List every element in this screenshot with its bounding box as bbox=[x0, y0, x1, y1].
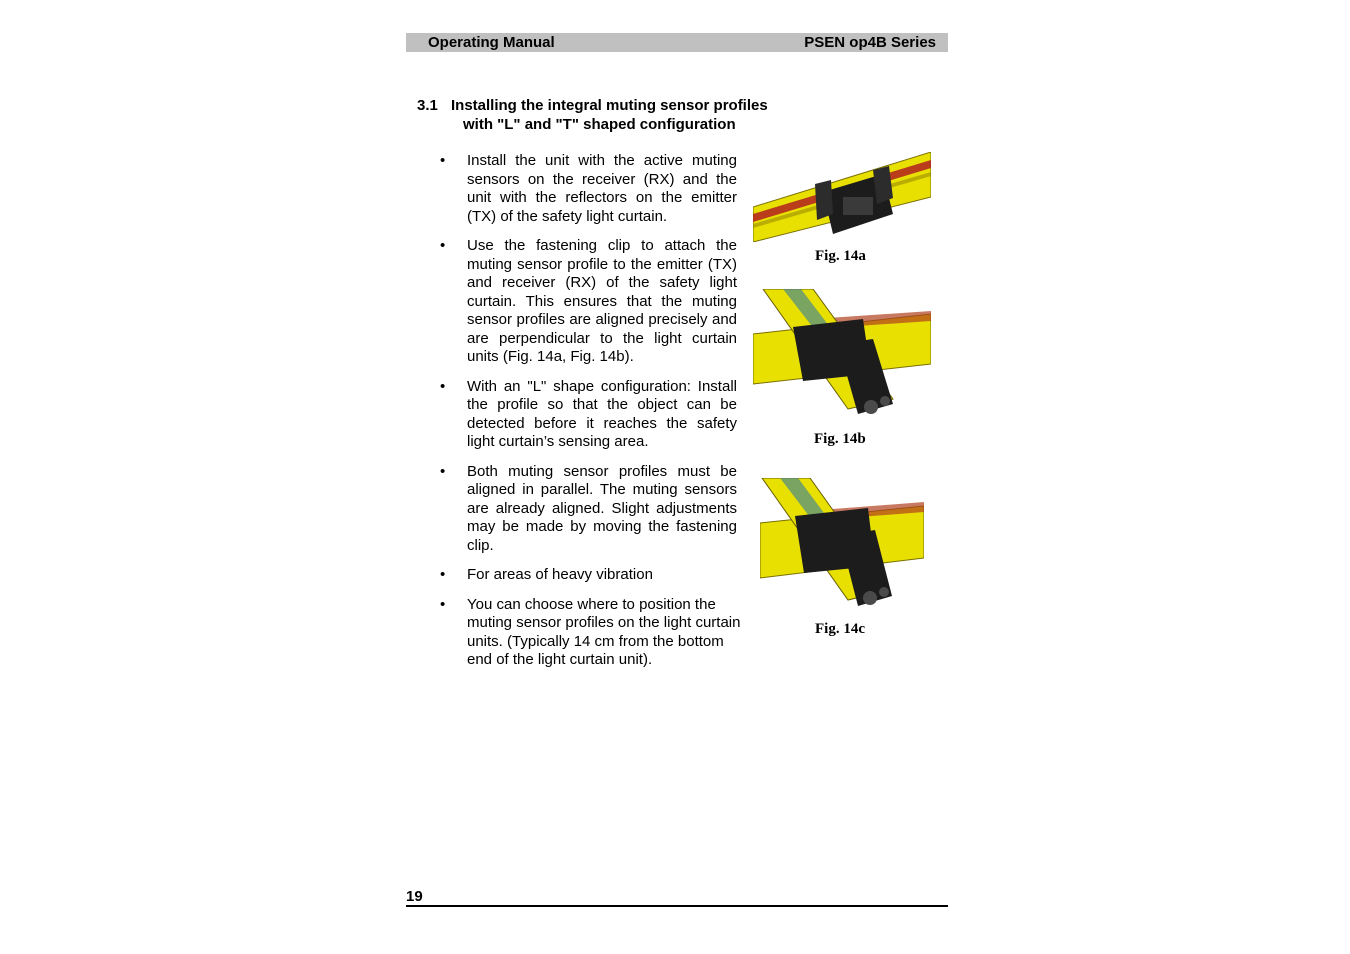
section-heading bbox=[417, 96, 768, 134]
list-item bbox=[440, 237, 750, 367]
bullet-icon: • bbox=[440, 566, 446, 583]
list-item bbox=[440, 378, 750, 452]
figure-14a-caption: Fig. 14a bbox=[815, 248, 866, 264]
list-item bbox=[440, 566, 750, 585]
header-series: PSEN op4B Series bbox=[804, 34, 936, 51]
figure-14c-caption: Fig. 14c bbox=[815, 621, 865, 637]
figure-14b-image bbox=[753, 289, 931, 424]
list-item bbox=[440, 463, 750, 556]
header-title: Operating Manual bbox=[428, 34, 555, 51]
section-title-line1: Installing the integral muting sensor profiles bbox=[451, 97, 768, 114]
page-number: 19 bbox=[406, 888, 423, 905]
list-item-text: For areas of heavy vibration bbox=[467, 566, 653, 583]
footer-divider bbox=[406, 905, 948, 907]
list-item bbox=[440, 152, 750, 226]
section-title-line2: with "L" and "T" shaped configuration bbox=[463, 116, 736, 133]
page-header bbox=[406, 33, 948, 52]
list-item-text: You can choose where to position the muting sensor profiles on the light curtain units. (Typically 14 cm from the bottom end of the light curtain unit). bbox=[467, 595, 741, 668]
section-number: 3.1 bbox=[417, 97, 438, 114]
figure-14b-caption: Fig. 14b bbox=[814, 431, 866, 447]
bullet-icon: • bbox=[440, 237, 446, 254]
bullet-icon: • bbox=[440, 152, 446, 169]
list-item-text: Install the unit with the active muting sensors on the receiver (RX) and the unit with the reflectors on the emitter (TX) of the safety light curtain. bbox=[467, 152, 737, 225]
figure-14c-image bbox=[760, 478, 924, 614]
list-item-text: Use the fastening clip to attach the muting sensor profile to the emitter (TX) and receiver (RX) of the safety light curtain. This ensures that the muting sensor profiles are aligned precisely and are perpendicular to the light curtain units (Fig. 14a, Fig. 14b). bbox=[467, 237, 737, 365]
bullet-icon: • bbox=[440, 377, 446, 395]
list-item-text: Both muting sensor profiles must be aligned in parallel. The muting sensors are already aligned. Slight adjustments may be made by moving the fastening clip. bbox=[467, 462, 737, 554]
list-item-text: With an "L" shape configuration: Install the profile so that the object can be detected before it reaches the safety light curtain’s sensing area. bbox=[467, 377, 737, 450]
list-item bbox=[440, 596, 750, 670]
figure-14a-image bbox=[753, 152, 931, 242]
bullet-icon: • bbox=[440, 462, 446, 480]
bullet-icon: • bbox=[440, 595, 446, 613]
instruction-list bbox=[440, 152, 750, 681]
